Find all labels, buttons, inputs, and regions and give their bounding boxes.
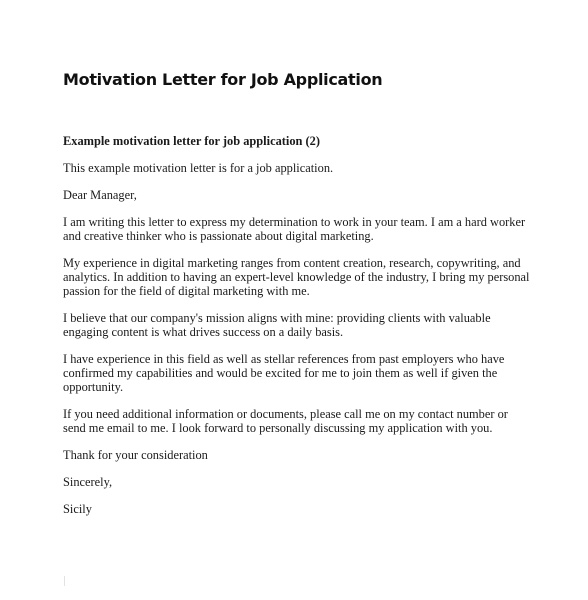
letter-intro: This example motivation letter is for a job application. [63,161,334,175]
letter-salutation: Dear Manager, [63,188,137,202]
letter-paragraph-2: My experience in digital marketing ranges from content creation, research, copywriting, and analytics. In addition to having an expert-level knowledge of the industry, I bring my personal passion for the field of digital marketing with me. [63,256,530,298]
letter-closing: Sincerely, [63,475,113,489]
letter-paragraph-3: I believe that our company's mission aligns with mine: providing clients with valuable engaging content is what drives success on a daily basis. [63,311,491,339]
letter-signature: Sicily [63,502,92,516]
letter-thanks: Thank for your consideration [63,448,208,462]
letter-paragraph-4: I have experience in this field as well as stellar references from past employers who have confirmed my capabilities and would be excited for me to join them as well if given the opportunity. [63,352,505,394]
margin-mark [64,576,65,586]
page-title: Motivation Letter for Job Application [63,70,383,89]
letter-paragraph-5: If you need additional information or documents, please call me on my contact number or send me email to me. I look forward to personally discussing my application with you. [63,407,508,435]
letter-body [63,134,533,529]
letter-paragraph-1: I am writing this letter to express my determination to work in your team. I am a hard worker and creative thinker who is passionate about digital marketing. [63,215,526,243]
letter-subheading: Example motivation letter for job application (2) [63,134,320,148]
